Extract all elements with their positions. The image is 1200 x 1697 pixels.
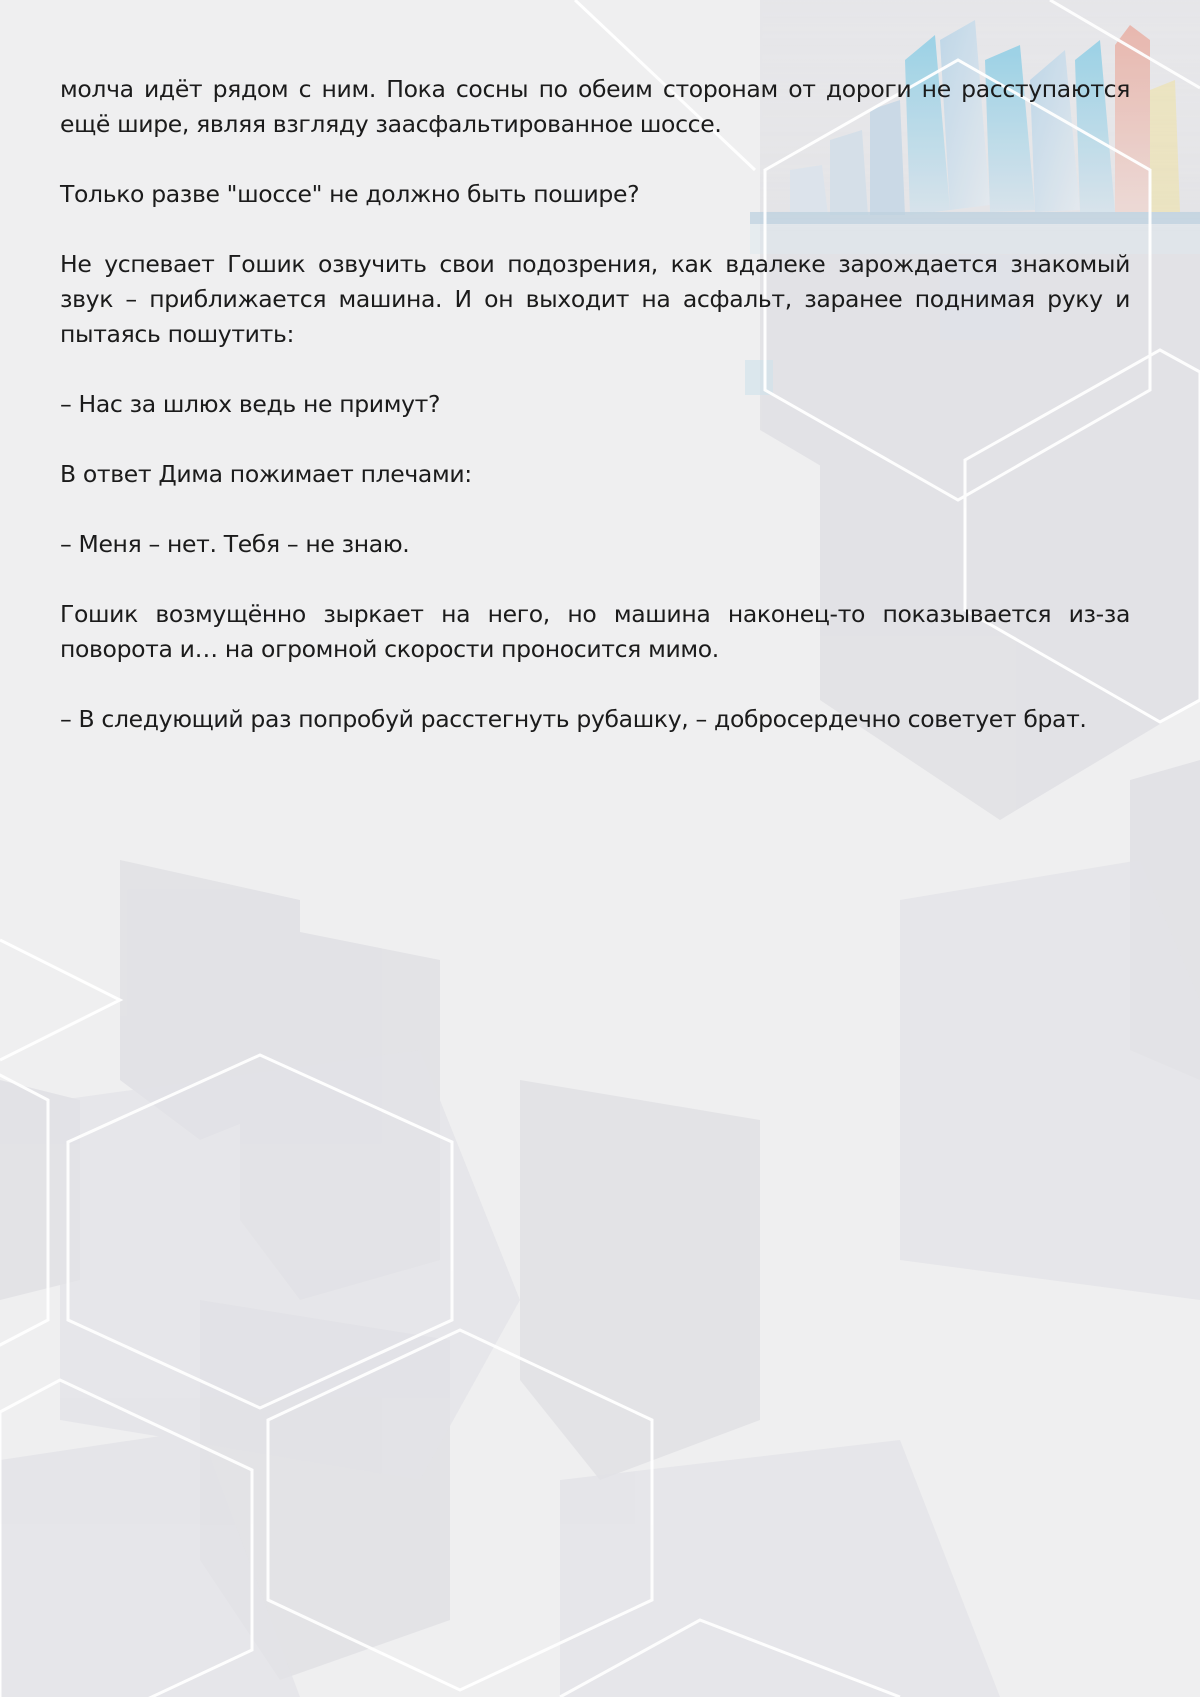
paragraph: Только разве "шоссе" не должно быть пошире? (60, 180, 640, 208)
dialogue-line: – В следующий раз попробуй расстегнуть рубашку, – добросердечно советует брат. (60, 705, 1087, 733)
paragraph: Гошик возмущённо зыркает на него, но машина наконец-то показывается из-за поворота и… на огромной скорости проносится мимо. (60, 600, 1130, 663)
paragraph: В ответ Дима пожимает плечами: (60, 460, 472, 488)
dialogue-line: – Меня – нет. Тебя – не знаю. (60, 530, 410, 558)
dialogue-line: – Нас за шлюх ведь не примут? (60, 390, 441, 418)
paragraph: Не успевает Гошик озвучить свои подозрения, как вдалеке зарождается знакомый звук – приближается машина. И он выходит на асфальт, заранее поднимая руку и пытаясь пошутить: (60, 250, 1130, 348)
story-text (60, 72, 1130, 737)
paragraph: молча идёт рядом с ним. Пока сосны по обеим сторонам от дороги не расступаются ещё шире, являя взгляду заасфальтированное шоссе. (60, 75, 1130, 138)
